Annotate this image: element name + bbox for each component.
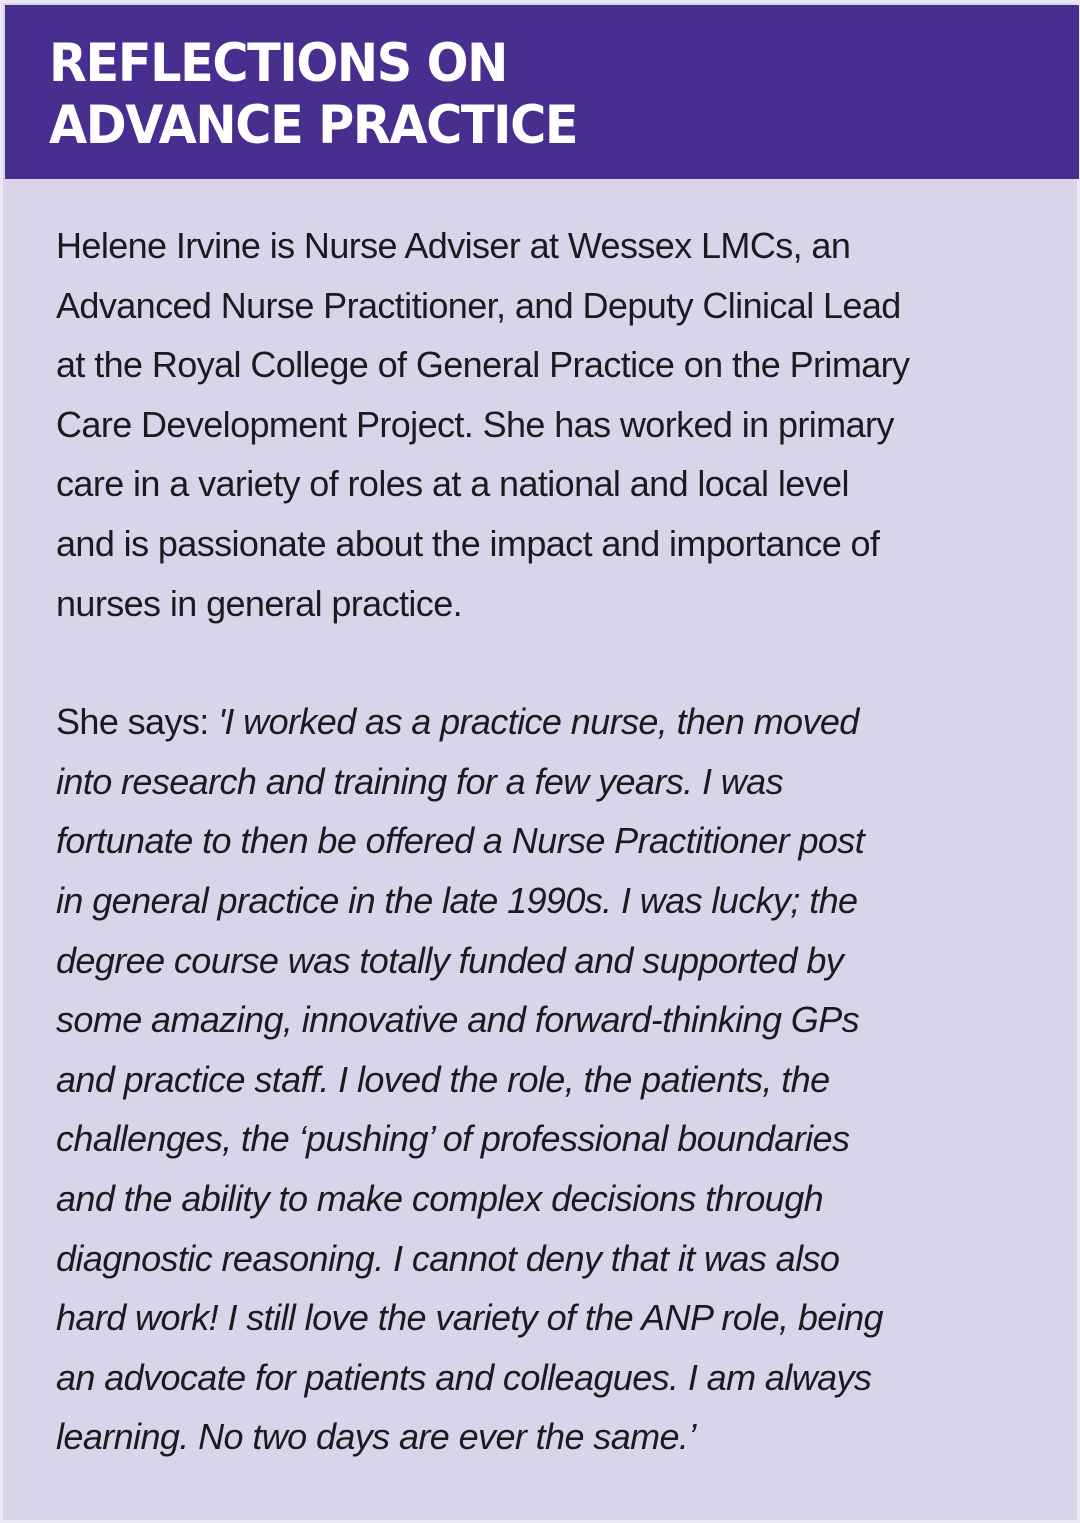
quote-line: into research and training for a few years. I was [56, 760, 783, 802]
quote-first-line [56, 692, 1046, 752]
quote-line: degree course was totally funded and supported by [56, 939, 844, 981]
quote-text: 'I worked as a practice nurse, then moved [218, 701, 859, 743]
bio-line: and is passionate about the impact and importance of [56, 522, 880, 564]
header-banner [5, 5, 1079, 179]
bio-line: at the Royal College of General Practice on the Primary [56, 344, 910, 386]
bio-line: Helene Irvine is Nurse Adviser at Wessex LMCs, an [56, 225, 851, 266]
box-title [49, 33, 577, 157]
quote-line: and practice staff. I loved the role, the patients, the [56, 1058, 830, 1100]
bio-line: care in a variety of roles at a national and local level [56, 463, 849, 505]
quote-line: and the ability to make complex decisions through [56, 1177, 824, 1219]
quote-line: in general practice in the late 1990s. I was lucky; the [56, 879, 858, 921]
quote-line: challenges, the ‘pushing’ of professional boundaries [56, 1118, 850, 1160]
quote-line: learning. No two days are ever the same.’ [56, 1416, 696, 1458]
title-line-1: REFLECTIONS ON [49, 33, 507, 94]
quote-line: fortunate to then be offered a Nurse Practitioner post [56, 820, 865, 862]
quote-line: some amazing, innovative and forward-thinking GPs [56, 999, 860, 1041]
bio-line: Advanced Nurse Practitioner, and Deputy Clinical Lead [56, 284, 901, 326]
quote-line: an advocate for patients and colleagues. I am always [56, 1356, 872, 1398]
bio-line: Care Development Project. She has worked in primary [56, 403, 894, 445]
quote-intro: She says: [56, 701, 219, 743]
box-content [56, 216, 1046, 1467]
quote-paragraph [56, 692, 1046, 1467]
quote-line: hard work! I still love the variety of the ANP role, being [56, 1297, 883, 1339]
bio-paragraph [56, 216, 1046, 633]
title-line-2: ADVANCE PRACTICE [49, 95, 578, 156]
quote-line: diagnostic reasoning. I cannot deny that it was also [56, 1237, 840, 1279]
bio-line: nurses in general practice. [56, 582, 463, 624]
